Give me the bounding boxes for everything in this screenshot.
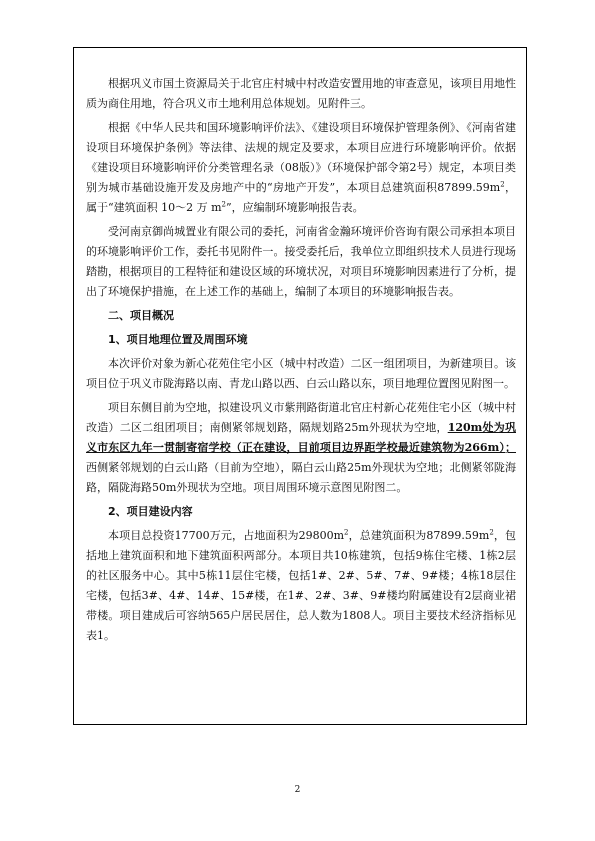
table-frame bbox=[73, 47, 527, 725]
emphasized-text: 120m处为巩义市东区九年一贯制寄宿学校（正在建设，目前项目边界距学校最近建筑物为266m）； bbox=[86, 421, 516, 454]
section-heading: 二、项目概况 bbox=[108, 309, 174, 322]
paragraph-text: ，包括地上建筑面积和地下建筑面积两部分。本项目共10栋建筑，包括9栋住宅楼、1栋2层的社区服务中心。其中5栋11层住宅楼，包括1#、2#、5#、7#、9#楼；4栋18层住宅楼，包括3#、4#、14#、15#楼，在1#、2#、3#、9#楼均附属建设有2层商业裙带楼。项目建成后可容纳565户居民居住，总人数为1808人。项目主要技术经济指标见表1。 bbox=[86, 529, 516, 642]
paragraph-commission bbox=[86, 222, 516, 302]
paragraph-surroundings bbox=[86, 398, 516, 498]
paragraph-text: 根据《中华人民共和国环境影响评价法》、《建设项目环境保护管理条例》、《河南省建设项目环境保护条例》等法律、法规的规定及要求，本项目应进行环境影响评价。依据《建设项目环境影响评价分类管理名录（08版）》（环境保护部令第2号）规定，本项目类别为城市基础设施开发及房地产中的“房地产开发”，本项目总建筑面积87899.59m bbox=[86, 121, 516, 194]
content-area bbox=[86, 74, 516, 650]
paragraph-text: ，总建筑面积为87899.59m bbox=[348, 529, 490, 542]
paragraph-land-use bbox=[86, 74, 516, 114]
superscript: 2 bbox=[489, 528, 494, 537]
superscript: 2 bbox=[344, 528, 349, 537]
subsection-heading-construction: 2、项目建设内容 bbox=[108, 505, 193, 518]
paragraph-text: 本次评价对象为新心花苑住宅小区（城中村改造）二区一组团项目，为新建项目。该项目位于巩义市陇海路以南、青龙山路以西、白云山路以东，项目地理位置图见附图一。 bbox=[86, 357, 516, 390]
paragraph-construction-content bbox=[86, 526, 516, 646]
paragraph-text: 西侧紧邻规划的白云山路（目前为空地），隔白云山路25m外现状为空地；北侧紧邻陇海路，隔陇海路50m外现状为空地。项目周围环境示意图见附图二。 bbox=[86, 461, 516, 494]
superscript: 2 bbox=[500, 180, 505, 189]
paragraph-text: 根据巩义市国土资源局关于北官庄村城中村改造安置用地的审查意见，该项目用地性质为商住用地，符合巩义市土地利用总体规划。见附件三。 bbox=[86, 77, 516, 110]
page-number: 2 bbox=[294, 785, 301, 795]
paragraph-text: ，属于“建筑面积 10～2 万 m bbox=[86, 181, 517, 214]
paragraph-text: 本项目总投资17700万元，占地面积为29800m bbox=[108, 529, 345, 542]
paragraph-text: 项目东侧目前为空地，拟建设巩义市紫荆路街道北官庄村新心花苑住宅小区（城中村改造）二区二组团项目；南侧紧邻规划路，隔规划路25m外现状为空地， bbox=[86, 401, 516, 434]
paragraph-legal-basis bbox=[86, 118, 516, 218]
paragraph-text: 受河南京御尚城置业有限公司的委托，河南省金瀚环境评价咨询有限公司承担本项目的环境影响评价工作，委托书见附件一。接受委托后，我单位立即组织技术人员进行现场踏勘，根据项目的工程特征和建设区域的环境状况，对项目环境影响因素进行了分析，提出了环境保护措施，在上述工作的基础上，编制了本项目的环境影响报告表。 bbox=[86, 225, 516, 298]
superscript: 2 bbox=[221, 200, 227, 209]
paragraph-project-location bbox=[86, 354, 516, 394]
paragraph-text: ”，应编制环境影响报告表。 bbox=[226, 201, 364, 214]
subsection-heading-location: 1、项目地理位置及周围环境 bbox=[108, 333, 248, 346]
